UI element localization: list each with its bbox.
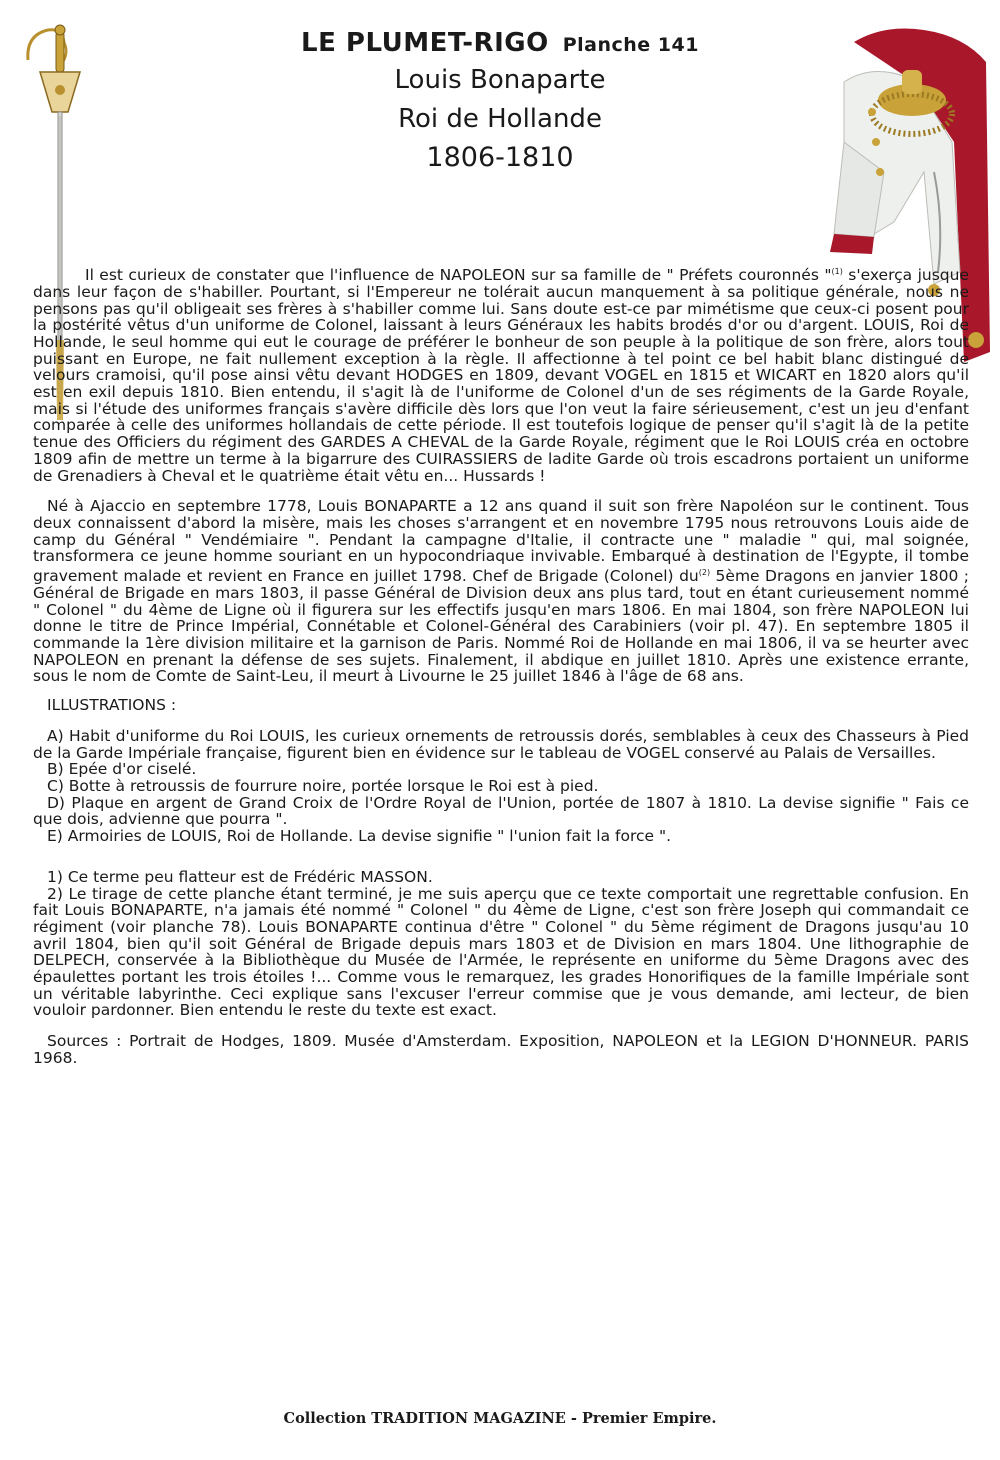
plate-title-years: 1806-1810: [426, 142, 574, 173]
paragraph-intro-rest: s'exerça jusque dans leur façon de s'habiller. Pourtant, si l'Empereur ne tolérait aucun manquement à sa politique générale, nous ne pensons pas qu'il obligeait ses frères à s'habiller comme lui. Sans doute est-ce par mimétisme que ceux-ci posent pour la postérité vêtus d'un uniforme de Colonel, laissant à leurs Généraux les habits brodés d'or ou d'argent. LOUIS, Roi de Hollande, le seul homme qui eut le courage de préférer le bonheur de son peuple à la politique de son frère, alors tout puissant en Europe, ne fait nullement exception à la règle. Il affectionne à tel point ce bel habit blanc distingué de velours cramoisi, qu'il pose ainsi vêtu devant HODGES en 1809, devant VOGEL en 1815 et WICART en 1820 alors qu'il est en exil depuis 1810. Bien entendu, il s'agit là de l'uniforme de Colonel d'un de ses régiments de la Garde Royale, mais si l'étude des uniformes français s'avère difficile dès lors que l'on veut la faire sérieusement, c'est un jeu d'enfant comparée à celle des uniformes hollandais de cette période. Il est toutefois logique de penser qu'il s'agit là de la petite tenue des Officiers du régiment des GARDES A CHEVAL de la Garde Royale, régiment que le Roi LOUIS créa en octobre 1809 afin de mettre un terme à la bigarrure des CUIRASSIERS de ladite Garde où trois escadrons portaient un uniforme de Grenadiers à Cheval et le quatrième était vêtu en... Hussards !: [33, 266, 969, 485]
plate-title-role: Roi de Hollande: [398, 104, 602, 134]
paragraph-intro: [33, 264, 969, 484]
illustration-item-d: D) Plaque en argent de Grand Croix de l'Ordre Royal de l'Union, portée de 1807 à 1810. La devise signifie " Fais ce que dois, advienne que pourra ".: [33, 793, 969, 829]
illustrations-list: [33, 728, 969, 845]
paragraph-intro-start: Il est curieux de constater que l'influence de NAPOLEON sur sa famille de " Préfets couronnés ": [85, 266, 832, 285]
paragraph-biography: [33, 498, 969, 685]
illustration-item-b: B) Epée d'or ciselé.: [47, 760, 197, 779]
footnotes: [33, 869, 969, 1019]
illustration-item-c: C) Botte à retroussis de fourrure noire, portée lorsque le Roi est à pied.: [47, 777, 599, 795]
note-ref-1: (1): [831, 267, 843, 276]
planche-number: Planche 141: [562, 34, 699, 56]
paragraph-biography-rest: 5ème Dragons en janvier 1800 ; Général de Brigade en mars 1803, il passe Général de Division deux ans plus tard, tout en étant curieusement nommé " Colonel " du 4ème de Ligne où il figurera sur les effectifs jusqu'en mars 1806. En mai 1804, son frère NAPOLEON lui donne le titre de Prince Impérial, Connétable et Colonel-Général des Carabiniers (voir pl. 47). En septembre 1805 il commande la 1ère division militaire et la garnison de Paris. Nommé Roi de Hollande en mai 1806, il va se heurter avec NAPOLEON en prenant la défense de ses sujets. Finalement, il abdique en juillet 1810. Après une existence errante, sous le nom de Comte de Saint-Leu, il meurt à Livourne le 25 juillet 1846 à l'âge de 68 ans.: [33, 567, 969, 686]
illustration-item-a: A) Habit d'uniforme du Roi LOUIS, les curieux ornements de retroussis dorés, semblables à ceux des Chasseurs à Pied de la Garde Impériale française, figurent bien en évidence sur le tableau de VOGEL conservé au Palais de Versailles.: [33, 726, 969, 762]
plate-title-name: Louis Bonaparte: [394, 65, 606, 95]
note-ref-2: (2): [698, 568, 711, 578]
illustrations-heading: ILLUSTRATIONS :: [47, 696, 177, 715]
footnote-1: 1) Ce terme peu flatteur est de Frédéric MASSON.: [47, 867, 433, 886]
footnote-2: 2) Le tirage de cette planche étant terminé, je me suis aperçu que ce texte comportait une regrettable confusion. En fait Louis BONAPARTE, n'a jamais été nommé " Colonel " du 4ème de Ligne, c'est son frère Joseph qui commandait ce régiment (voir planche 78). Louis BONAPARTE continua d'être " Colonel " du 5ème régiment de Dragons jusqu'au 10 avril 1804, bien qu'il soit Général de Brigade depuis mars 1803 et de Division en mars 1804. Une lithographie de DELPECH, conservée à la Bibliothèque du Musée de l'Armée, le représente en uniforme du 5ème Dragons avec des épaulettes portant les trois étoiles !... Comme vous le remarquez, les grades Honorifiques de la famille Impériale sont un véritable labyrinthe. Ceci explique sans l'excuser l'erreur commise que je vous demande, ami lecteur, de bien vouloir pardonner. Bien entendu le reste du texte est exact.: [33, 884, 969, 1020]
illustration-item-e: E) Armoiries de LOUIS, Roi de Hollande. La devise signifie " l'union fait la force ".: [47, 827, 672, 846]
paragraph-biography-start: Né à Ajaccio en septembre 1778, Louis BONAPARTE a 12 ans quand il suit son frère Napoléon sur le continent. Tous deux connaissent d'abord la misère, mais les choses s'arrangent et en novembre 1795 nous retrouvons Louis aide de camp du Général " Vendémiaire ". Pendant la campagne d'Italie, il contracte une " maladie " qui, mal soignée, transformera ce jeune homme souriant en un hypocondriaque invivable. Embarqué à destination de l'Egypte, il tombe gravement malade et revient en France en juillet 1798. Chef de Brigade (Colonel) du: [33, 497, 969, 586]
sources-line: Sources : Portrait de Hodges, 1809. Musée d'Amsterdam. Exposition, NAPOLEON et la LEGION D'HONNEUR. PARIS 1968.: [33, 1032, 969, 1067]
article-body: [33, 264, 969, 1067]
series-title: LE PLUMET-RIGO: [301, 28, 549, 58]
collection-footer: Collection TRADITION MAGAZINE - Premier Empire.: [283, 1410, 717, 1427]
